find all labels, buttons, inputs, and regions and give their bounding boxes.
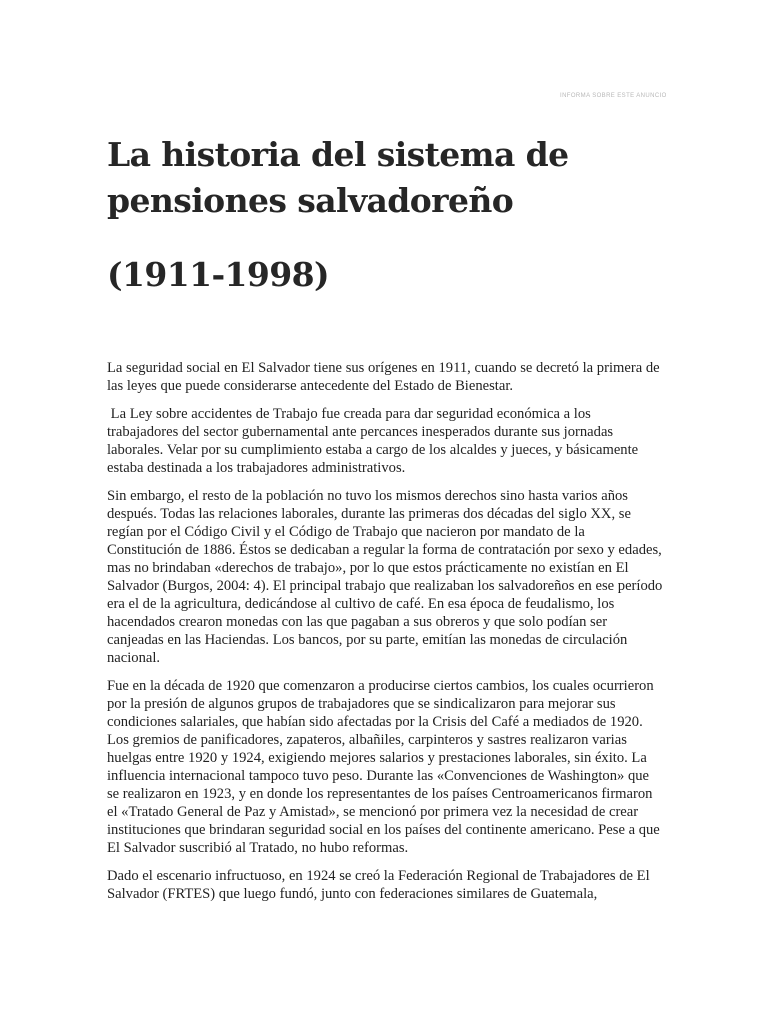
paragraph-origins: La seguridad social en El Salvador tiene sus orígenes en 1911, cuando se decretó la primera de las leyes que puede considerarse antecedente del Estado de Bienestar. [107,360,660,394]
article-title: La historia del sistema de pensiones salvadoreño [107,135,569,220]
paragraph-accident-law: La Ley sobre accidentes de Trabajo fue creada para dar seguridad económica a los trabajadores del sector gubernamental ante percances inesperados durante sus jornadas laborales. Velar por su cumplimiento estaba a cargo de los alcaldes y jueces, y básicamente estaba destinada a los trabajadores administrativos. [107,406,639,476]
paragraph-labor-relations: Sin embargo, el resto de la población no tuvo los mismos derechos sino hasta varios años después. Todas las relaciones laborales, durante las primeras dos décadas del siglo XX, se regían por el Código Civil y el Código de Trabajo que nacieron por mandato de la Constitución de 1886. Éstos se dedicaban a regular la forma de contratación por sexo y edades, mas no brindaban «derechos de trabajo», por lo que estos prácticamente no existían en El Salvador (Burgos, 2004: 4). El principal trabajo que realizaban los salvadoreños en ese período era el de la agricultura, dedicándose al cultivo de café. En esa época de feudalismo, los hacendados crearon monedas con las que pagaban a sus obreros y que solo podían ser canjeadas en las Haciendas. Los bancos, por su parte, emitían las monedas de circulación nacional. [107,488,663,666]
paragraph-1920s-changes: Fue en la década de 1920 que comenzaron a producirse ciertos cambios, los cuales ocurrieron por la presión de algunos grupos de trabajadores que se sindicalizaron para mejorar sus condiciones salariales, que habían sido afectadas por la Crisis del Café a mediados de 1920. Los gremios de panificadores, zapateros, albañiles, carpinteros y sastres realizaron varias huelgas entre 1920 y 1924, exigiendo mejores salarios y prestaciones laborales, sin éxito. La influencia internacional tampoco tuvo peso. Durante las «Convenciones de Washington» que se realizaron en 1923, y en donde los representantes de los países Centroamericanos firmaron el «Tratado General de Paz y Amistad», se mencionó por primera vez la necesidad de crear instituciones que brindaran seguridad social en los países del continente americano. Pese a que El Salvador suscribió al Tratado, no hubo reformas. [107,678,660,856]
report-ad-link[interactable]: INFORMA SOBRE ESTE ANUNCIO [560,93,667,99]
article-body [107,359,663,913]
paragraph-frtes: Dado el escenario infructuoso, en 1924 se creó la Federación Regional de Trabajadores de El Salvador (FRTES) que luego fundó, junto con federaciones similares de Guatemala, [107,868,650,902]
article-title-years: (1911-1998) [107,255,330,294]
